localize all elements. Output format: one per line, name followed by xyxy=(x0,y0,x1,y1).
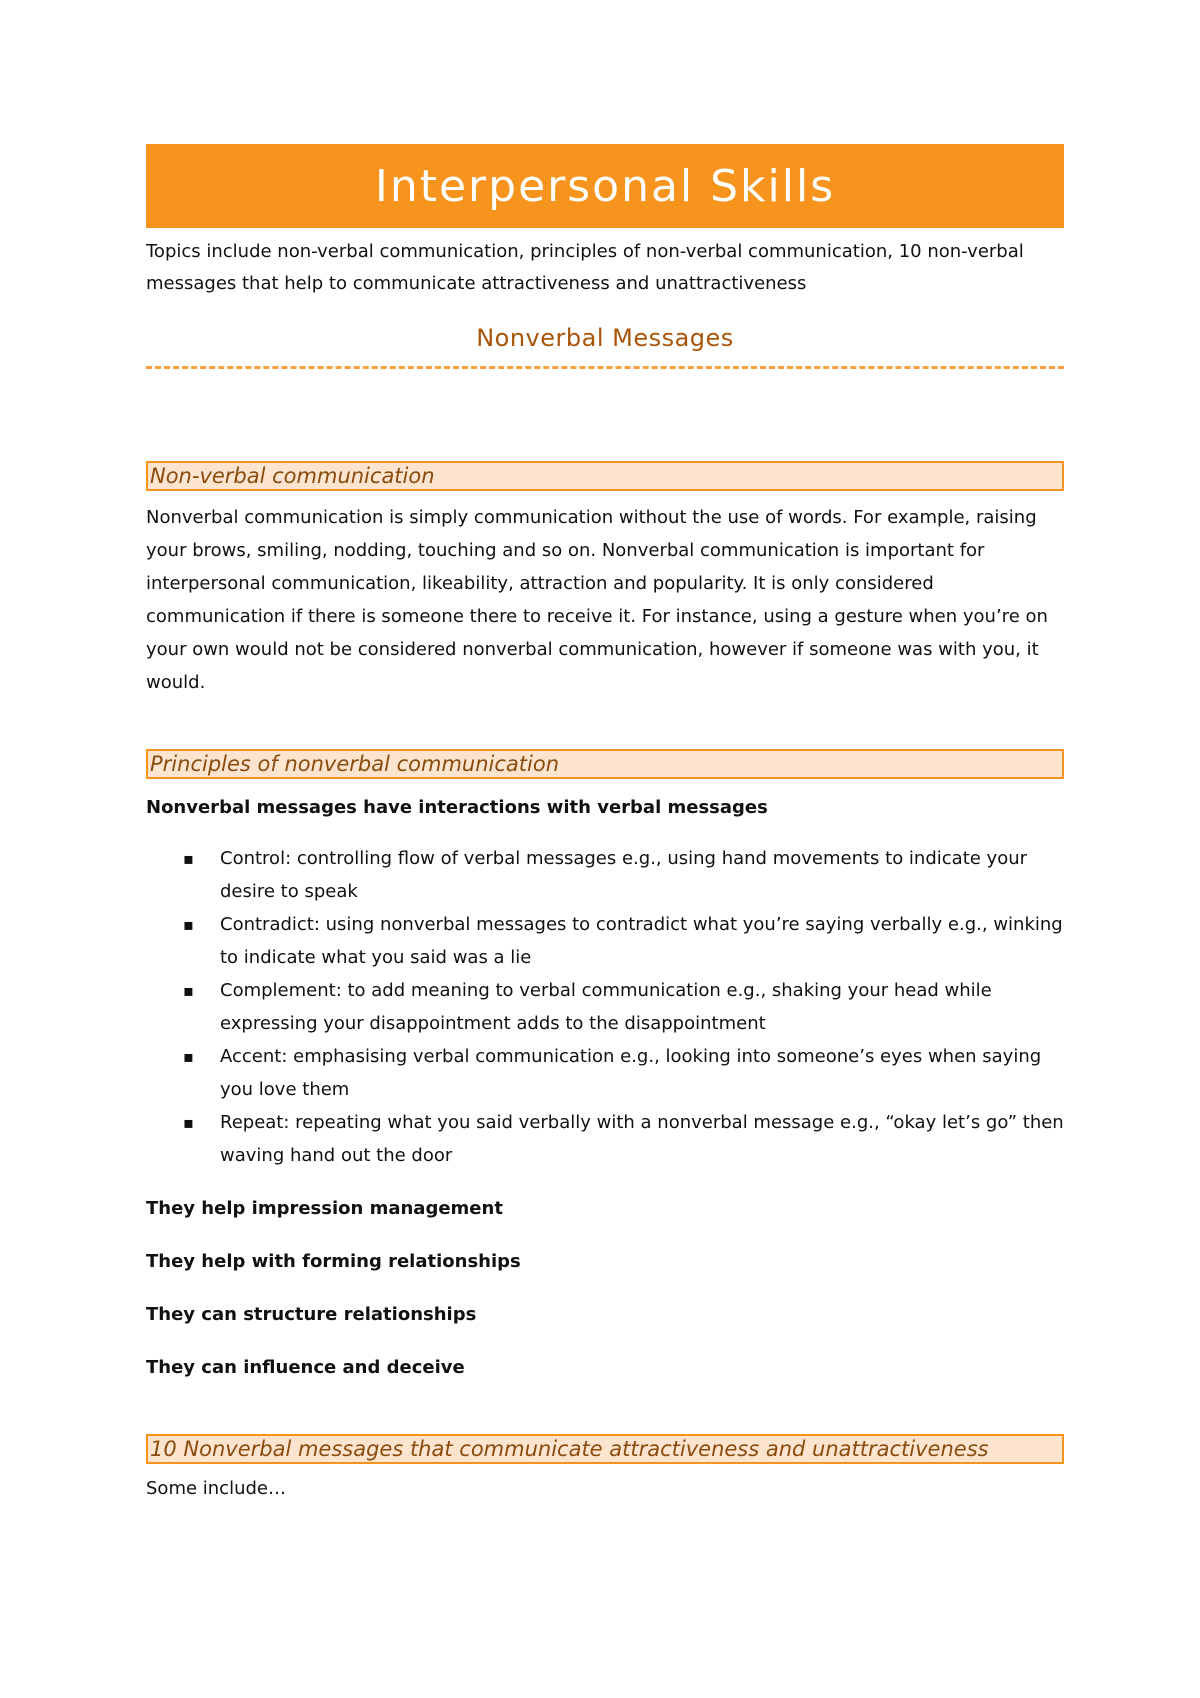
section-heading-principles: Principles of nonverbal communication xyxy=(146,749,1064,779)
list-item: ▪ Contradict: using nonverbal messages to contradict what you’re saying verbally e.g., winking to indicate what you said was a lie xyxy=(220,908,1064,974)
principles-lead: Nonverbal messages have interactions with verbal messages xyxy=(146,797,768,818)
subtitle-divider xyxy=(146,366,1064,369)
list-item: ▪ Repeat: repeating what you said verbally with a nonverbal message e.g., “okay let’s go” then waving hand out the door xyxy=(220,1106,1064,1172)
point-structure: They can structure relationships xyxy=(146,1304,477,1325)
section-heading-nonverbal: Non-verbal communication xyxy=(146,461,1064,491)
nonverbal-paragraph: Nonverbal communication is simply communication without the use of words. For example, raising your brows, smiling, nodding, touching and so on. Nonverbal communication is important for interpersonal communication, likeability, attraction and popularity. It is only considered communication if there is someone there to receive it. For instance, using a gesture when you’re on your own would not be considered nonverbal communication, however if someone was with you, it would. xyxy=(146,507,1048,693)
point-influence: They can influence and deceive xyxy=(146,1357,465,1378)
document-page xyxy=(146,144,1064,1505)
attractiveness-paragraph: Some include… xyxy=(146,1478,286,1499)
list-item: ▪ Complement: to add meaning to verbal communication e.g., shaking your head while expressing your disappointment adds to the disappointment xyxy=(220,974,1064,1040)
document-title: Interpersonal Skills xyxy=(374,160,836,212)
point-impression: They help impression management xyxy=(146,1198,503,1219)
document-subtitle: Nonverbal Messages xyxy=(476,324,734,352)
section-heading-attractiveness: 10 Nonverbal messages that communicate attractiveness and unattractiveness xyxy=(146,1434,1064,1464)
principles-list xyxy=(146,842,1064,1172)
title-banner xyxy=(146,144,1064,228)
list-item: ▪ Control: controlling flow of verbal messages e.g., using hand movements to indicate your desire to speak xyxy=(220,842,1064,908)
intro-text: Topics include non-verbal communication, principles of non-verbal communication, 10 non-verbal messages that help to communicate attractiveness and unattractiveness xyxy=(146,241,1024,294)
list-item: ▪ Accent: emphasising verbal communication e.g., looking into someone’s eyes when saying you love them xyxy=(220,1040,1064,1106)
point-forming: They help with forming relationships xyxy=(146,1251,521,1272)
